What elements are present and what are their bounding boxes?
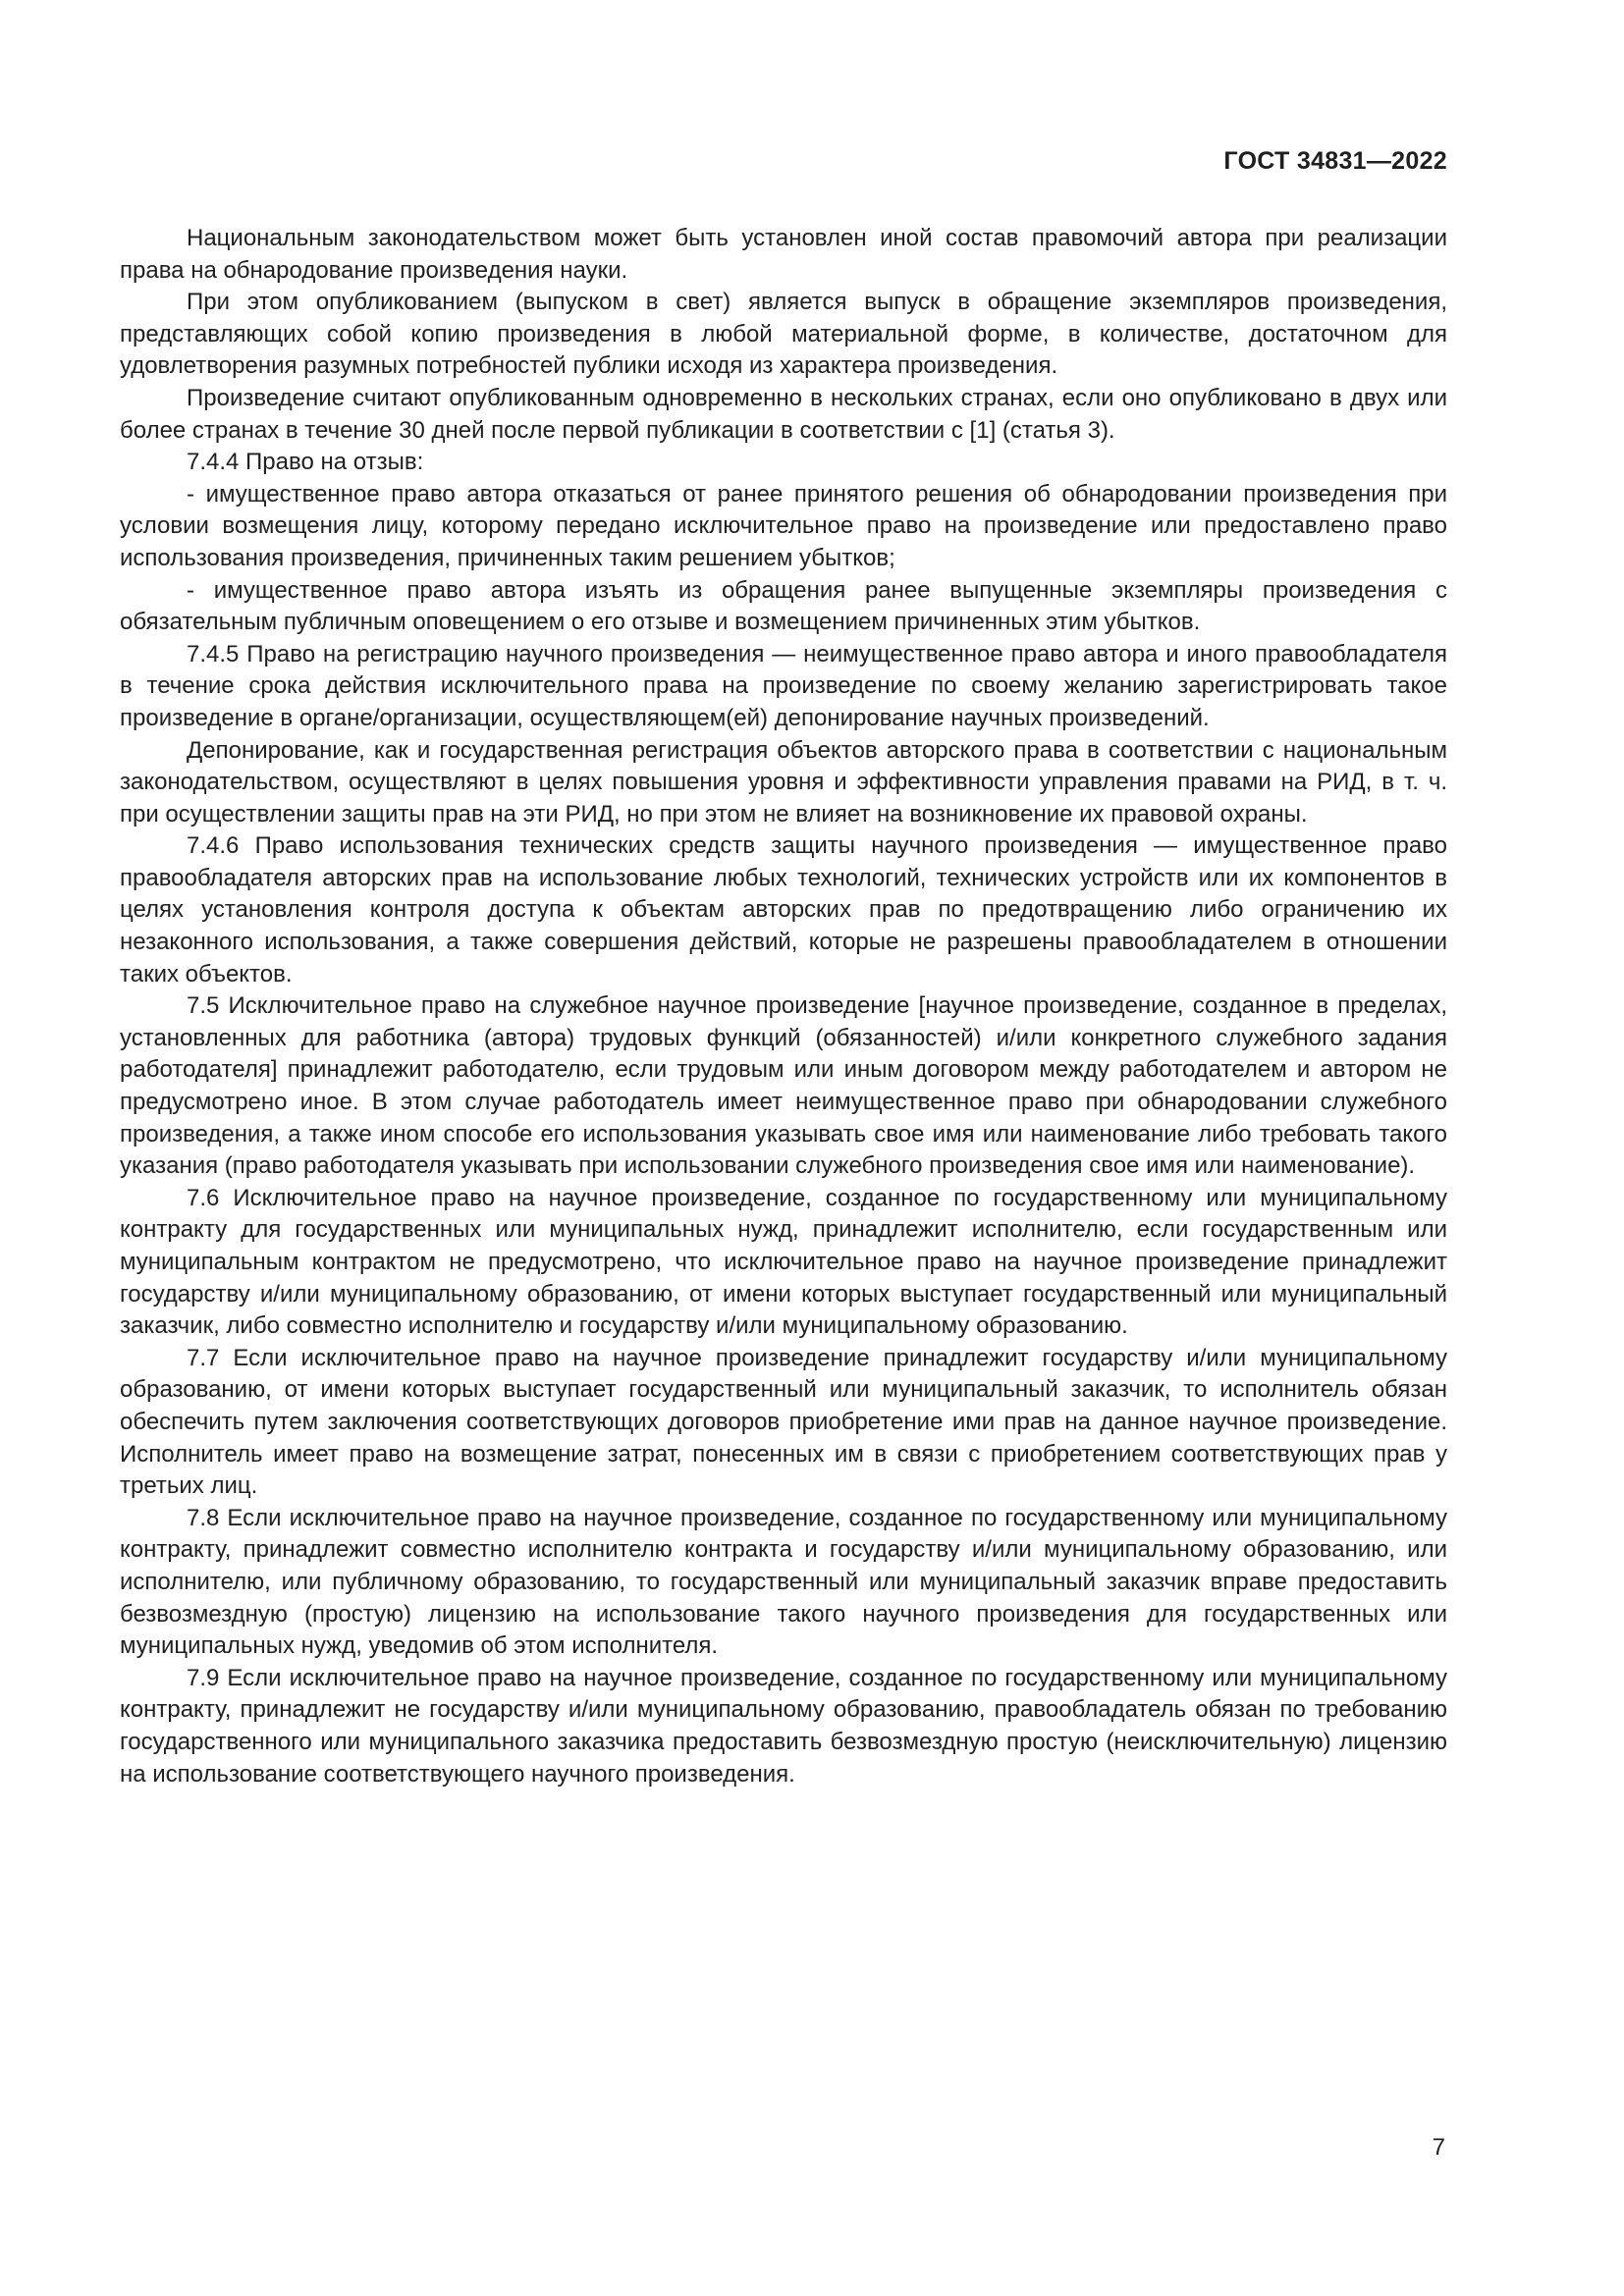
clause-7-4-6: 7.4.6 Право использования технических средств защиты научного произведения — имущественное право правообладателя авторских прав на использование любых технологий, технических устройств или их компонентов в целях установления контроля доступа к объектам авторских прав по предотвращению либо ограничению их незаконного использования, а также совершения действий, которые не разрешены правообладателем в отношении таких объектов. — [120, 832, 1447, 988]
clause-7-5: 7.5 Исключительное право на служебное научное произведение [научное произведение, созданное в пределах, установленных для работника (автора) трудовых функций (обязанностей) и/или конкретного служебного задания работодателя] принадлежит работодателю, если трудовым или иным договором между работодателем и автором не предусмотрено иное. В этом случае работодатель имеет неимущественное право при обнародовании служебного произведения, а также ином способе его использования указывать свое имя или наименование либо требовать такого указания (право работодателя указывать при использовании служебного произведения свое имя или наименование). — [120, 992, 1447, 1180]
paragraph: Произведение считают опубликованным одновременно в нескольких странах, если оно опубликовано в двух или более странах в течение 30 дней после первой публикации в соответствии с [1] (статья 3). — [120, 384, 1447, 444]
clause-7-8: 7.8 Если исключительное право на научное произведение, созданное по государственному или муниципальному контракту, принадлежит совместно исполнителю контракта и государству и/или муниципальному образованию, или исполнителю, или публичному образованию, то государственный или муниципальный заказчик вправе предоставить безвозмездную (простую) лицензию на использование такого научного произведения для государственных или муниципальных нужд, уведомив об этом исполнителя. — [120, 1504, 1447, 1660]
list-item: - имущественное право автора отказаться от ранее принятого решения об обнародовании произведения при условии возмещения лицу, которому передано исключительное право на произведение или предоставлено право использования произведения, причиненных таким решением убытков; — [120, 480, 1447, 571]
paragraph: Депонирование, как и государственная регистрация объектов авторского права в соответствии с национальным законодательством, осуществляют в целях повышения уровня и эффективности управления правами на РИД, в т. ч. при осуществлении защиты прав на эти РИД, но при этом не влияет на возникновение их правовой охраны. — [120, 736, 1447, 828]
document-standard-id: ГОСТ 34831—2022 — [1223, 147, 1447, 175]
paragraph: При этом опубликованием (выпуском в свет) является выпуск в обращение экземпляров произведения, представляющих собой копию произведения в любой материальной форме, в количестве, достаточном для удовлетворения разумных потребностей публики исходя из характера произведения. — [120, 289, 1447, 380]
page-number: 7 — [1432, 2134, 1445, 2161]
clause-7-4-5: 7.4.5 Право на регистрацию научного произведения — неимущественное право автора и иного правообладателя в течение срока действия исключительного права на произведение по своему желанию зарегистрировать такое произведение в органе/организации, осуществляющем(ей) депонирование научных произведений. — [120, 640, 1447, 731]
paragraph: Национальным законодательством может быть установлен иной состав правомочий автора при реализации права на обнародование произведения науки. — [120, 225, 1447, 284]
clause-7-7: 7.7 Если исключительное право на научное произведение принадлежит государству и/или муниципальному образованию, от имени которых выступает государственный или муниципальный заказчик, то исполнитель обязан обеспечить путем заключения соответствующих договоров приобретение ими прав на данное научное произведение. Исполнитель имеет право на возмещение затрат, понесенных им в связи с приобретением соответствующих прав у третьих лиц. — [120, 1344, 1447, 1500]
list-item: - имущественное право автора изъять из обращения ранее выпущенные экземпляры произведения с обязательным публичным оповещением о его отзыве и возмещением причиненных этим убытков. — [120, 576, 1447, 636]
clause-7-9: 7.9 Если исключительное право на научное произведение, созданное по государственному или муниципальному контракту, принадлежит не государству и/или муниципальному образованию, правообладатель обязан по требованию государственного или муниципального заказчика предоставить безвозмездную простую (неисключительную) лицензию на использование соответствующего научного произведения. — [120, 1664, 1447, 1788]
document-body — [120, 223, 1447, 1790]
section-heading-7-4-4: 7.4.4 Право на отзыв: — [187, 449, 424, 476]
clause-7-6: 7.6 Исключительное право на научное произведение, созданное по государственному или муниципальному контракту для государственных или муниципальных нужд, принадлежит исполнителю, если государственным или муниципальным контрактом не предусмотрено, что исключительное право на научное произведение принадлежит государству и/или муниципальному образованию, от имени которых выступает государственный или муниципальный заказчик, либо совместно исполнителю и государству и/или муниципальному образованию. — [120, 1184, 1447, 1340]
